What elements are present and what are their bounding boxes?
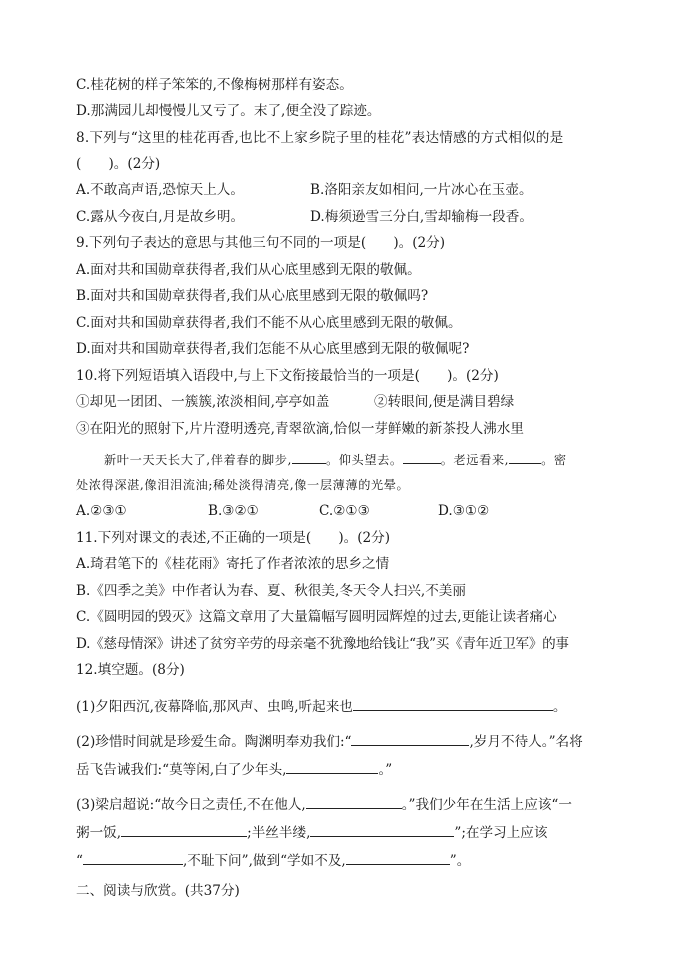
passage-text-d: 。密 [541, 453, 567, 467]
q12-item3-line2 [76, 823, 547, 842]
q12-item1-text: (1)夕阳西沉,夜幕降临,那风声、虫鸣,听起来也 [76, 699, 353, 715]
passage-blank-3[interactable] [509, 450, 541, 464]
q12-item3-text-a: (3)梁启超说:“故今日之责任,不在他人, [76, 797, 306, 813]
q12-blank-4[interactable] [306, 795, 402, 809]
q8-option-c: C.露从今夜白,月是故乡明。 [76, 209, 245, 225]
passage-blank-1[interactable] [292, 450, 326, 464]
q8-option-d: D.梅须逊雪三分白,雪却输梅一段香。 [310, 209, 533, 225]
q10-option-c: C.②①③ [319, 503, 370, 519]
q10-passage-line1 [104, 450, 567, 469]
q12-item2-line1 [76, 732, 583, 751]
q9-stem: 9.下列句子表达的意思与其他三句不同的一项是( )。(2分) [76, 235, 446, 251]
q9-option-b: B.面对共和国勋章获得者,我们从心底里感到无限的敬佩吗? [76, 288, 429, 304]
passage-text-c: 。老远看来, [440, 453, 510, 467]
q12-item3-text-e: ”;在学习上应该 [454, 825, 548, 841]
q8-stem-text: 8.下列与“这里的桂花再香,也比不上家乡院子里的桂花”表达情感的方式相似的是 [76, 130, 564, 146]
q7-option-d: D.那满园儿却慢慢儿又亏了。末了,便全没了踪迹。 [76, 103, 381, 119]
section-2-heading: 二、阅读与欣赏。(共37分) [76, 883, 240, 899]
q8-score: ( )。(2分) [76, 156, 161, 172]
q12-blank-8[interactable] [346, 851, 450, 865]
q12-item2-text-d: 。” [378, 762, 393, 778]
q12-item3-text-h: ”。 [449, 853, 471, 869]
q12-item2-text-a: (2)珍惜时间就是珍爱生命。陶渊明奉劝我们:“ [76, 734, 352, 750]
q12-item3-line3 [76, 851, 470, 870]
q12-item3-text-d: ;半丝半缕, [247, 825, 311, 841]
q10-phrase-3: ③在阳光的照射下,片片澄明透亮,青翠欲滴,恰似一芽鲜嫩的新茶投人沸水里 [76, 421, 524, 437]
q12-item3-text-f: “ [76, 853, 83, 869]
q12-item3-text-c: 粥一饭, [76, 825, 122, 841]
q9-option-c: C.面对共和国勋章获得者,我们不能不从心底里感到无限的敬佩。 [76, 315, 462, 331]
q9-option-d: D.面对共和国勋章获得者,我们怎能不从心底里感到无限的敬佩呢? [76, 341, 470, 357]
q12-blank-3[interactable] [286, 760, 378, 774]
q12-item2-line2 [76, 760, 392, 779]
q11-option-c: C.《圆明园的毁灭》这篇文章用了大量篇幅写圆明园辉煌的过去,更能让读者痛心 [76, 609, 557, 625]
q12-item2-text-b: ,岁月不待人。”名将 [469, 734, 583, 750]
q9-option-a: A.面对共和国勋章获得者,我们从心底里感到无限的敬佩。 [76, 262, 421, 278]
q12-item3-line1 [76, 795, 572, 814]
passage-text-b: 。仰头望去。 [325, 453, 403, 467]
q10-option-d: D.③①② [438, 503, 490, 519]
q12-blank-5[interactable] [121, 823, 247, 837]
q12-stem: 12.填空题。(8分) [76, 662, 185, 678]
q11-option-d: D.《慈母情深》讲述了贫穷辛劳的母亲毫不犹豫地给钱让“我”买《青年近卫军》的事 [76, 636, 569, 652]
q12-blank-2[interactable] [351, 732, 469, 746]
q10-stem: 10.将下列短语填入语段中,与上下文衔接最恰当的一项是( )。(2分) [76, 368, 499, 384]
q10-passage-line2: 处浓得深湛,像泪泪流油;稀处淡得清亮,像一层薄薄的光晕。 [76, 478, 410, 492]
q12-blank-7[interactable] [83, 851, 183, 865]
q12-item3-text-b: 。”我们少年在生活上应该“一 [401, 797, 572, 813]
q12-item1-end: 。 [552, 699, 567, 715]
q12-blank-6[interactable] [310, 823, 454, 837]
q10-phrase-1: ①却见一团团、一簇簇,浓淡相间,亭亭如盖 [76, 394, 330, 410]
q12-item2-text-c: 岳飞告诫我们:“莫等闲,白了少年头, [76, 762, 287, 778]
q10-option-b: B.③②① [208, 503, 259, 519]
q11-stem: 11.下列对课文的表述,不正确的一项是( )。(2分) [76, 530, 391, 546]
q12-item1 [76, 697, 567, 716]
q12-blank-1[interactable] [353, 697, 553, 711]
q8-option-b: B.洛阳亲友如相问,一片冰心在玉壶。 [310, 182, 533, 198]
q12-item3-text-g: ,不耻下问”,做到“学如不及, [182, 853, 346, 869]
passage-blank-2[interactable] [403, 450, 441, 464]
q10-option-a: A.②③① [76, 503, 127, 519]
q8-stem [76, 129, 563, 147]
q11-option-b: B.《四季之美》中作者认为春、夏、秋很美,冬天令人扫兴,不美丽 [76, 583, 466, 599]
q11-option-a: A.琦君笔下的《桂花雨》寄托了作者浓浓的思乡之情 [76, 556, 390, 572]
q7-option-c: C.桂花树的样子笨笨的,不像梅树那样有姿态。 [76, 77, 353, 93]
passage-text-a: 新叶一天天长大了,伴着春的脚步, [104, 453, 292, 467]
q8-option-a: A.不敢高声语,恐惊天上人。 [76, 182, 244, 198]
q10-phrase-2: ②转眼间,便是满目碧绿 [374, 394, 515, 410]
